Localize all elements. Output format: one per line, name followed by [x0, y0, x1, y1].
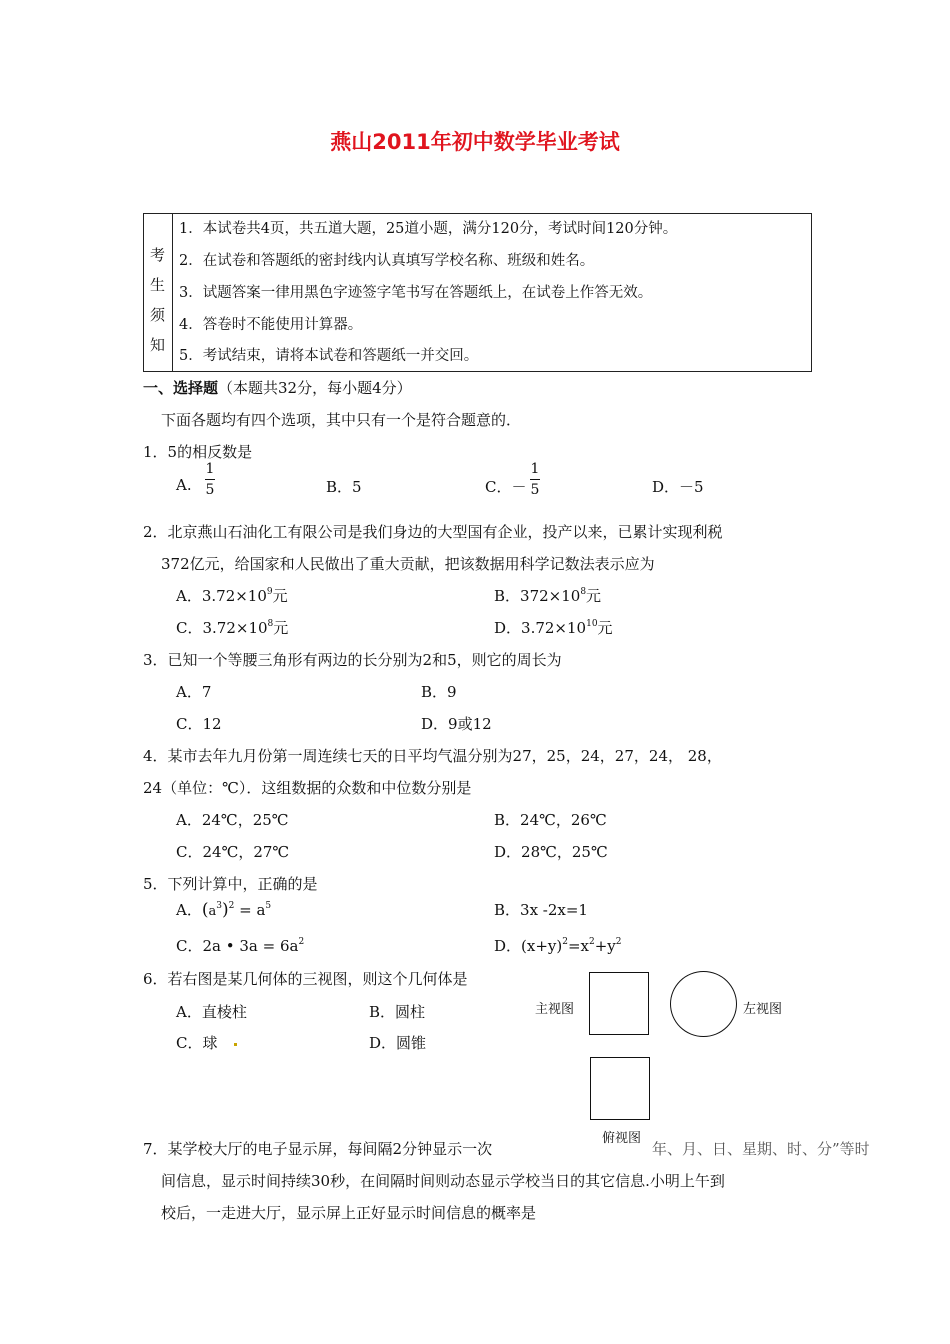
top-view-square	[590, 1057, 650, 1120]
outer-exponent: 2	[228, 901, 235, 911]
notice-side-char: 生	[150, 276, 166, 294]
notice-side-label	[144, 214, 173, 371]
equation-result: = a	[234, 901, 266, 919]
notice-line: 3．试题答案一律用黑色字迹签字笔书写在答题纸上，在试卷上作答无效。	[179, 285, 653, 301]
question-7-stem-line1-tail: 年、月、日、星期、时、分”等时	[652, 1140, 870, 1158]
option-unit: 元	[597, 619, 613, 637]
option-unit: 元	[272, 587, 288, 605]
paren-open: (	[201, 900, 209, 920]
q6-option-d: D．圆锥	[369, 1034, 427, 1052]
inner-exponent: 3	[216, 901, 222, 911]
option-unit: 元	[273, 619, 289, 637]
exponent: 2	[589, 937, 595, 947]
notice-line: 2．在试卷和答题纸的密封线内认真填写学校名称、班级和姓名。	[179, 253, 595, 269]
notice-line: 4．答卷时不能使用计算器。	[179, 317, 363, 333]
q1-option-d: D．－5	[652, 478, 704, 496]
q5-option-c	[176, 935, 304, 956]
page-title: 燕山2011年初中数学毕业考试	[330, 130, 620, 154]
exponent: 2	[615, 937, 622, 947]
fraction-denominator: 5	[205, 482, 215, 498]
option-text: C．2a • 3a = 6a	[176, 937, 299, 955]
exam-notice-box	[143, 213, 812, 372]
question-6-stem: 6．若右图是某几何体的三视图，则这个几何体是	[143, 970, 468, 988]
notice-side-char: 考	[150, 246, 166, 264]
q3-option-a: A．7	[176, 683, 212, 701]
section-intro: 下面各题均有四个选项，其中只有一个是符合题意的．	[161, 411, 522, 429]
option-text: D．3.72×10	[494, 619, 587, 637]
left-view-circle	[670, 971, 737, 1037]
q5-option-d	[494, 935, 622, 956]
q4-option-d: D．28℃，25℃	[494, 843, 608, 861]
section-title: 一、选择题	[143, 379, 219, 397]
question-4-stem-line1: 4．某市去年九月份第一周连续七天的日平均气温分别为27，25，24，27，24， 28，	[143, 747, 722, 765]
question-1-stem: 1．5的相反数是	[143, 443, 253, 461]
section-note: （本题共32分，每小题4分）	[218, 379, 412, 397]
q6-option-c: C．球	[176, 1034, 218, 1052]
q4-option-a: A．24℃，25℃	[176, 811, 289, 829]
q2-option-a	[176, 585, 288, 606]
question-2-stem-line2: 372亿元，给国家和人民做出了重大贡献，把该数据用科学记数法表示应为	[161, 555, 655, 573]
q1-option-c-fraction	[528, 461, 542, 498]
paren-close: )	[221, 900, 229, 920]
q4-option-c: C．24℃，27℃	[176, 843, 290, 861]
question-7-stem-line3: 校后，一走进大厅，显示屏上正好显示时间信息的概率是	[161, 1204, 537, 1222]
section-heading	[143, 377, 412, 398]
option-text: +y	[594, 937, 616, 955]
notice-side-char: 知	[150, 336, 166, 354]
exponent: 8	[580, 587, 587, 597]
fraction-bar	[205, 479, 215, 480]
exponent: 9	[266, 587, 273, 597]
fraction-numerator: 1	[205, 461, 215, 477]
question-5-stem: 5．下列计算中，正确的是	[143, 875, 318, 893]
q5-option-b: B．3x -2x=1	[494, 901, 588, 919]
notice-side-char: 须	[150, 306, 166, 324]
notice-line: 5．考试结束，请将本试卷和答题纸一并交回。	[179, 348, 479, 364]
q1-option-b: B．5	[326, 478, 362, 496]
front-view-label: 主视图	[535, 1002, 575, 1017]
option-text: =x	[567, 937, 589, 955]
q1-option-c-label: C．－	[485, 478, 527, 496]
q6-option-b: B．圆柱	[369, 1003, 426, 1021]
option-text: C．3.72×10	[176, 619, 268, 637]
exponent: 8	[267, 619, 274, 629]
power-base: a	[208, 904, 217, 919]
option-label: A．	[176, 901, 202, 919]
q5-option-a	[176, 899, 271, 920]
question-4-stem-line2: 24（单位：℃）．这组数据的众数和中位数分别是	[143, 779, 472, 797]
result-exponent: 5	[265, 901, 272, 911]
exponent: 2	[298, 937, 305, 947]
fraction-denominator: 5	[530, 482, 540, 498]
left-view-label: 左视图	[743, 1002, 783, 1017]
q2-option-b	[494, 585, 601, 606]
question-7-stem-line2: 间信息，显示时间持续30秒，在间隔时间则动态显示学校当日的其它信息.小明上午到	[161, 1172, 725, 1190]
question-2-stem-line1: 2．北京燕山石油化工有限公司是我们身边的大型国有企业，投产以来，已累计实现利税	[143, 523, 723, 541]
stray-dot	[234, 1043, 237, 1046]
q1-option-a-fraction	[203, 461, 217, 498]
front-view-square	[589, 972, 649, 1035]
q6-option-a: A．直棱柱	[176, 1003, 247, 1021]
q1-option-a-label: A.	[176, 476, 192, 494]
option-text: D．(x+y)	[494, 937, 563, 955]
exponent: 2	[562, 937, 568, 947]
notice-line: 1．本试卷共4页，共五道大题，25道小题，满分120分，考试时间120分钟。	[179, 221, 678, 237]
q3-option-c: C．12	[176, 715, 222, 733]
fraction-bar	[530, 479, 540, 480]
question-7-stem-line1: 7．某学校大厅的电子显示屏，每间隔2分钟显示一次	[143, 1140, 493, 1158]
option-text: B．372×10	[494, 587, 581, 605]
q2-option-d	[494, 617, 613, 638]
fraction-numerator: 1	[530, 461, 540, 477]
q3-option-d: D．9或12	[421, 715, 492, 733]
option-text: A．3.72×10	[176, 587, 267, 605]
q3-option-b: B．9	[421, 683, 457, 701]
q4-option-b: B．24℃，26℃	[494, 811, 607, 829]
q2-option-c	[176, 617, 288, 638]
top-view-label: 俯视图	[602, 1131, 642, 1146]
exponent: 10	[586, 619, 598, 629]
question-3-stem: 3．已知一个等腰三角形有两边的长分别为2和5，则它的周长为	[143, 651, 562, 669]
option-unit: 元	[586, 587, 602, 605]
